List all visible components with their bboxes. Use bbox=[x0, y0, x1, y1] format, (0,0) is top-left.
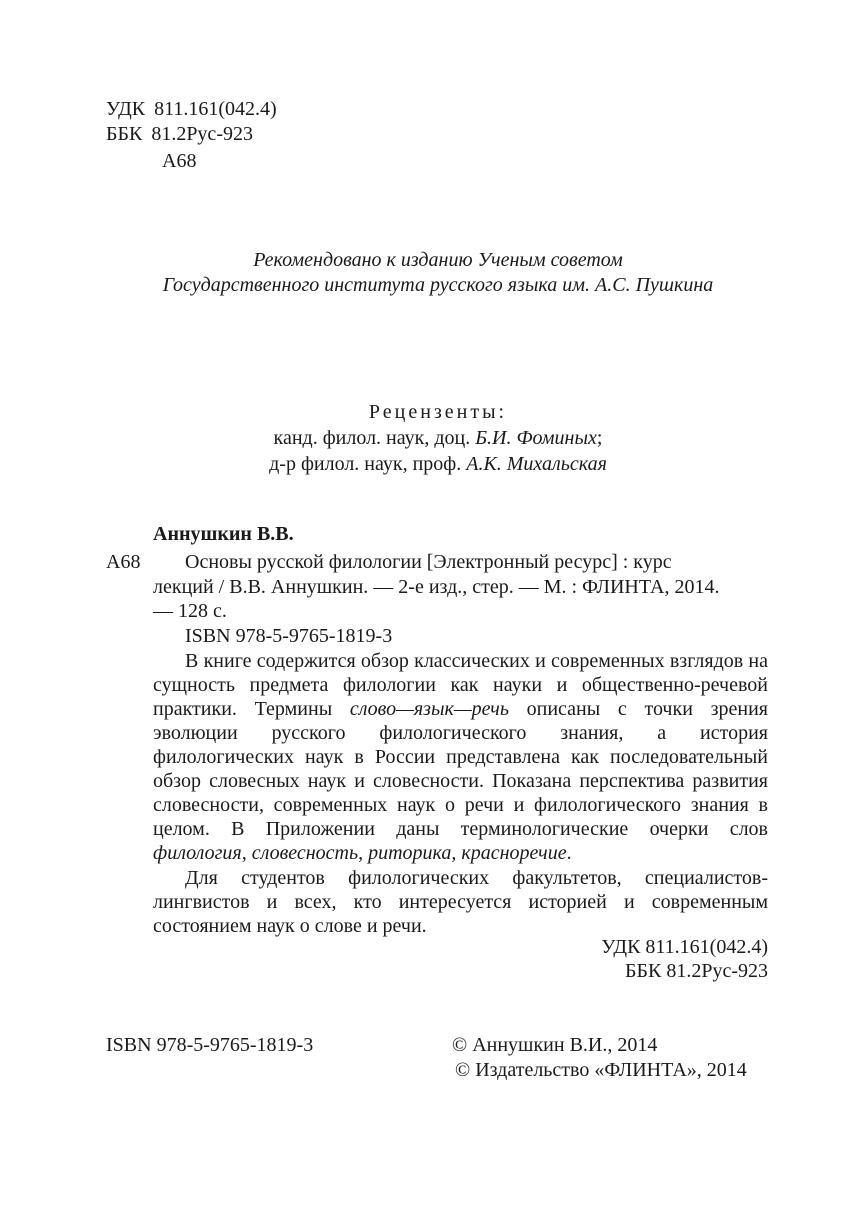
abstract-paragraph-1 bbox=[153, 649, 768, 865]
record-title-line-1: Основы русской филологии [Электронный ресурс] : курс bbox=[185, 551, 672, 573]
author-mark-top: А68 bbox=[162, 150, 197, 172]
udk-bottom: УДК 811.161(042.4) bbox=[601, 936, 768, 958]
udk-label: УДК bbox=[106, 98, 146, 120]
author-mark-record: А68 bbox=[106, 551, 141, 573]
reviewer-1-title: канд. филол. наук, доц. bbox=[273, 427, 476, 449]
udk-line bbox=[106, 97, 277, 121]
reviewers-heading: Рецензенты: bbox=[368, 401, 508, 423]
recommendation-line-1: Рекомендовано к изданию Ученым советом bbox=[253, 249, 623, 271]
abstract-text-c: . bbox=[566, 842, 572, 864]
reviewer-1 bbox=[0, 426, 857, 450]
record-isbn: ISBN 978-5-9765-1819-3 bbox=[185, 625, 393, 647]
copyright-author: © Аннушкин В.И., 2014 bbox=[452, 1034, 658, 1056]
recommendation-line-2: Государственного института русского языка им. А.С. Пушкина bbox=[162, 274, 714, 296]
copyright-publisher: © Издательство «ФЛИНТА», 2014 bbox=[455, 1059, 747, 1081]
bbk-label: ББК bbox=[106, 123, 143, 145]
bbk-bottom: ББК 81.2Рус-923 bbox=[625, 960, 768, 982]
record-title-line-2: лекций / В.В. Аннушкин. — 2-е изд., стер. — М. : ФЛИНТА, 2014. bbox=[153, 576, 720, 598]
reviewer-2 bbox=[0, 452, 857, 476]
abstract-terms: слово—язык—речь bbox=[349, 698, 509, 720]
footer-isbn: ISBN 978-5-9765-1819-3 bbox=[106, 1034, 314, 1056]
author-heading: Аннушкин В.В. bbox=[153, 523, 294, 545]
abstract-text-b: описаны с точки зрения эволюции русского филологического знания, а история филологических наук в России представлена как последовательный обзор словесных наук и словесности. Показана перспектива развития словесности, современных наук о речи и филологического знания в целом. В Приложении даны терминологические очерки слов bbox=[153, 698, 768, 840]
reviewer-1-name: Б.И. Фоминых bbox=[475, 427, 597, 449]
reviewer-2-name: А.К. Михальская bbox=[466, 453, 607, 475]
reviewer-2-title: д-р филол. наук, проф. bbox=[269, 453, 467, 475]
reviewer-1-suffix: ; bbox=[596, 427, 603, 449]
bbk-line bbox=[106, 122, 253, 146]
abstract-words: филология, словесность, риторика, красноречие bbox=[153, 842, 567, 864]
abstract-paragraph-2: Для студентов филологических факультетов, специалистов-лингвистов и всех, кто интересуется историей и современным состоянием наук о слове и речи. bbox=[153, 867, 768, 937]
record-title-line-3: — 128 с. bbox=[153, 600, 227, 622]
abstract-text-a: В книге содержится обзор классических и современных взглядов на сущность предмета филологии как науки и общественно-речевой практики. Термины bbox=[153, 650, 768, 720]
udk-value: 811.161(042.4) bbox=[154, 98, 277, 120]
bbk-value: 81.2Рус-923 bbox=[151, 123, 253, 145]
